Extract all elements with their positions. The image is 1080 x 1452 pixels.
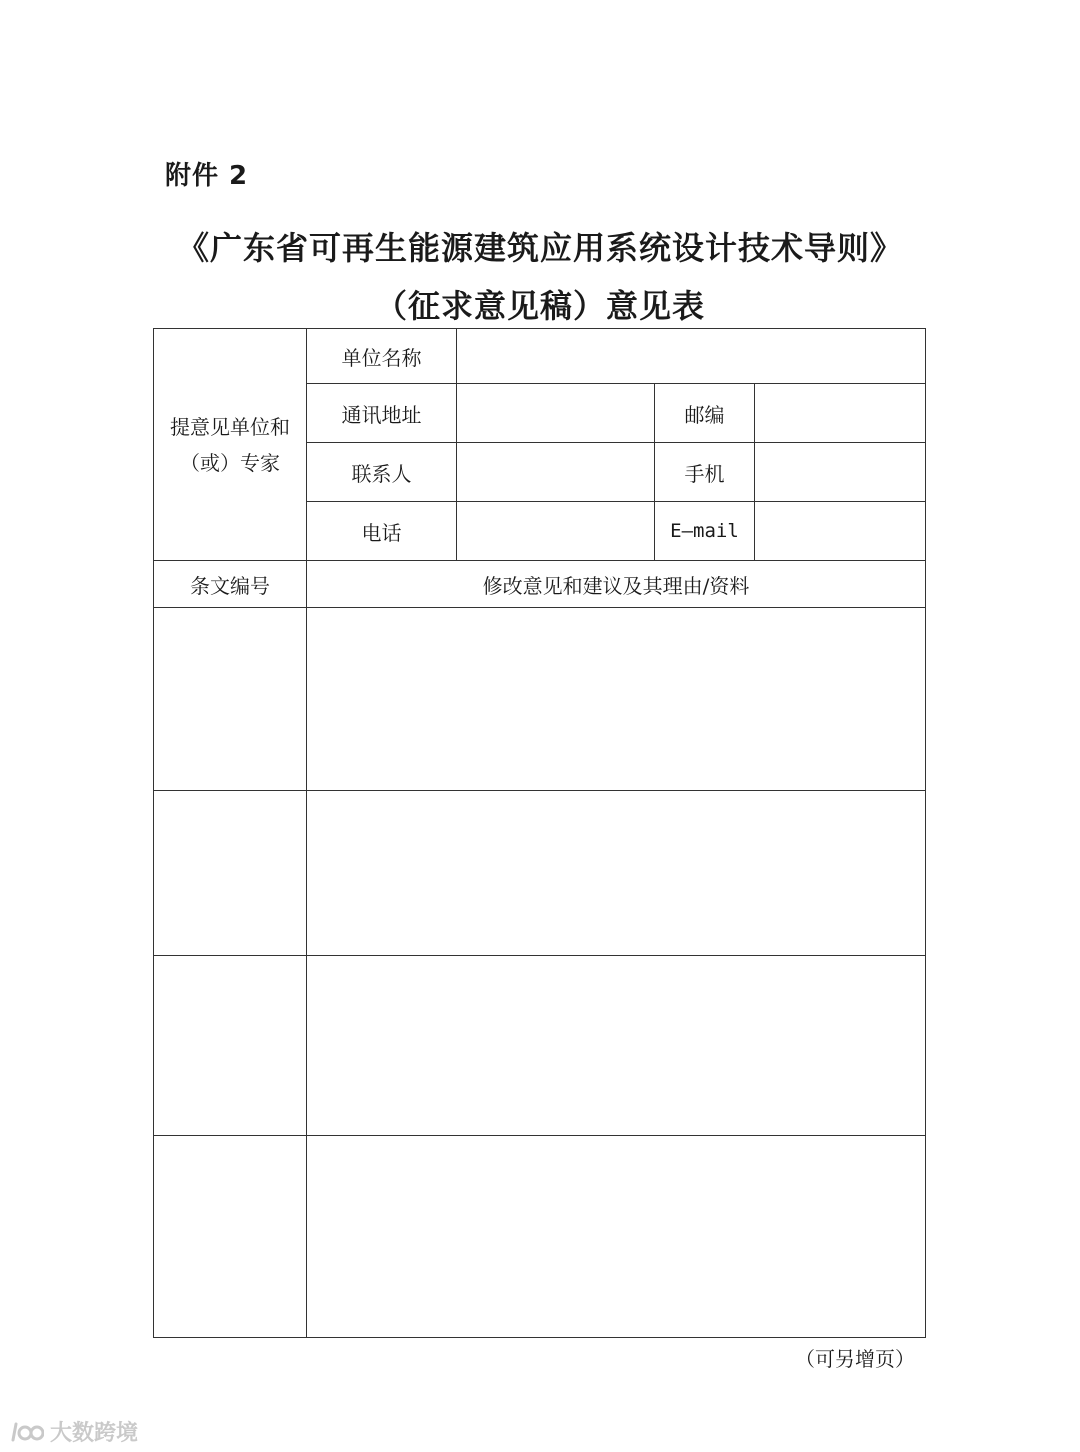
mobile-label: 手机 [655, 443, 755, 502]
opinion-row [154, 608, 926, 791]
opinion-row [154, 1136, 926, 1338]
unit-name-field[interactable] [457, 329, 926, 384]
opinion-header-row [154, 561, 926, 608]
opinion-header: 修改意见和建议及其理由/资料 [307, 561, 926, 608]
clause-number-header: 条文编号 [154, 561, 307, 608]
document-subtitle: （征求意见稿）意见表 [374, 287, 705, 325]
opinion-cell[interactable] [307, 608, 926, 791]
unit-name-label: 单位名称 [307, 329, 457, 384]
clause-number-cell[interactable] [154, 956, 307, 1136]
mobile-field[interactable] [755, 443, 926, 502]
attachment-label: 附件 2 [165, 161, 249, 191]
opinion-cell[interactable] [307, 1136, 926, 1338]
clause-number-cell[interactable] [154, 608, 307, 791]
side-label-line2: （或）专家 [180, 450, 280, 475]
address-label: 通讯地址 [307, 384, 457, 443]
contact-field[interactable] [457, 443, 655, 502]
document-title: 《广东省可再生能源建筑应用系统设计技术导则》 [176, 229, 903, 267]
postcode-field[interactable] [755, 384, 926, 443]
clause-number-cell[interactable] [154, 791, 307, 956]
watermark [10, 1416, 138, 1447]
postcode-label: 邮编 [655, 384, 755, 443]
form-row-unit-name [154, 329, 926, 384]
email-field[interactable] [755, 502, 926, 561]
watermark-text: 大数跨境 [50, 1421, 139, 1446]
clause-number-cell[interactable] [154, 1136, 307, 1338]
opinion-row [154, 956, 926, 1136]
opinion-form-table [153, 328, 926, 1338]
opinion-row [154, 791, 926, 956]
opinion-cell[interactable] [307, 791, 926, 956]
phone-label: 电话 [307, 502, 457, 561]
opinion-cell[interactable] [307, 956, 926, 1136]
address-field[interactable] [457, 384, 655, 443]
brand-logo-icon [10, 1420, 44, 1444]
side-label-line1: 提意见单位和 [170, 414, 290, 439]
contact-label: 联系人 [307, 443, 457, 502]
extra-pages-note: （可另增页） [795, 1347, 915, 1371]
side-label-cell [154, 329, 307, 561]
phone-field[interactable] [457, 502, 655, 561]
email-label: E—mail [655, 502, 755, 561]
